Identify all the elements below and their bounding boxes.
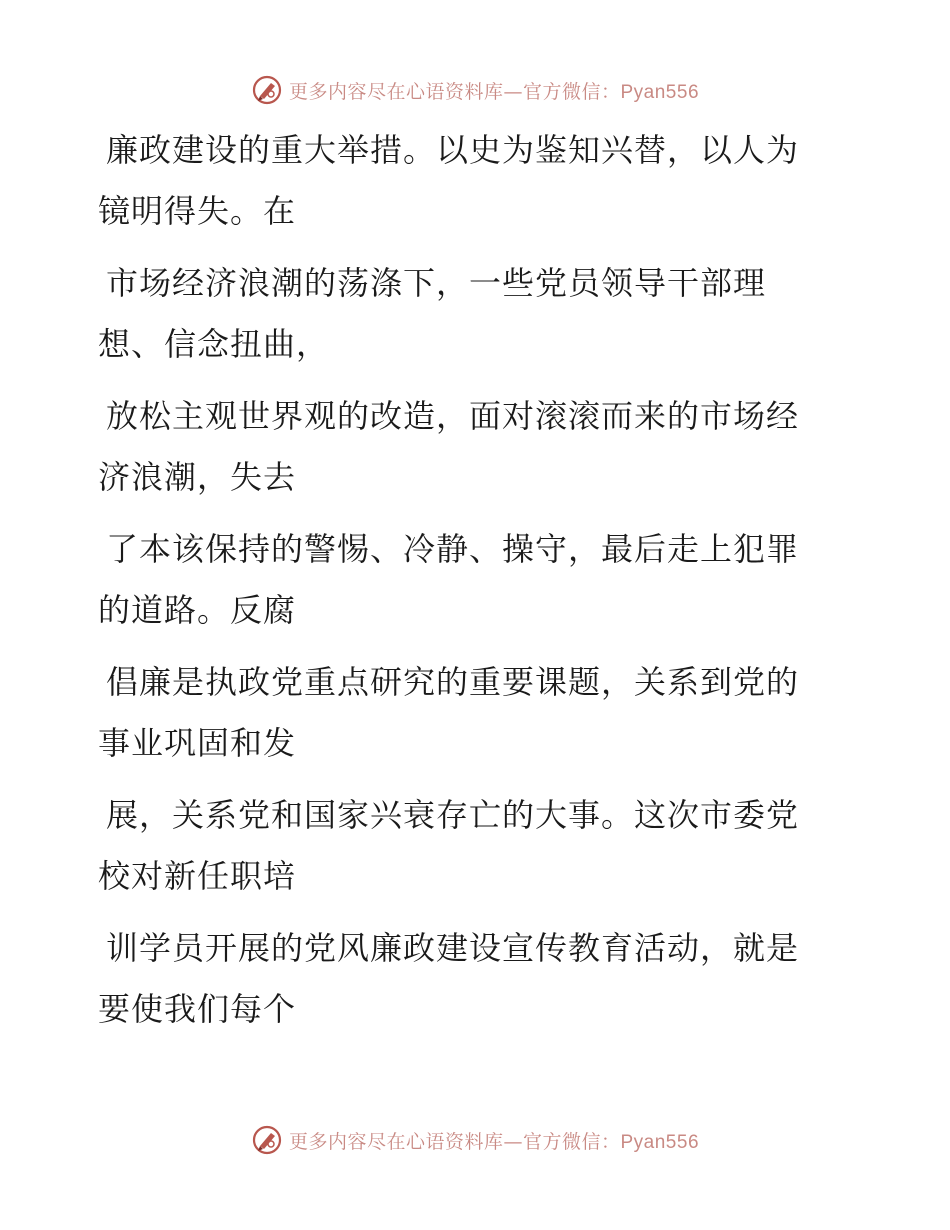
paragraph [98, 519, 838, 641]
paragraph [98, 652, 838, 774]
paragraph-line: 市场经济浪潮的荡涤下，一些党员领导干部理 [106, 264, 767, 302]
paragraph [98, 120, 838, 242]
paragraph-line: 校对新任职培 [98, 857, 297, 895]
paragraph [98, 386, 838, 508]
paragraph [98, 918, 838, 1040]
paragraph-line: 要使我们每个 [98, 990, 297, 1028]
paragraph-line: 了本该保持的警惕、冷静、操守，最后走上犯罪 [106, 530, 800, 568]
pen-nib-logo-icon [251, 74, 283, 106]
pen-nib-logo-icon [251, 1124, 283, 1156]
paragraph-line: 放松主观世界观的改造，面对滚滚而来的市场经 [106, 397, 800, 435]
paragraph-line: 训学员开展的党风廉政建设宣传教育活动，就是 [106, 929, 800, 967]
footer-watermark [0, 1122, 950, 1158]
paragraph-line: 济浪潮，失去 [98, 458, 297, 496]
paragraph-line: 镜明得失。在 [98, 192, 297, 230]
paragraph-line: 想、信念扭曲， [98, 325, 330, 363]
paragraph [98, 785, 838, 907]
paragraph-line: 展，关系党和国家兴衰存亡的大事。这次市委党 [106, 796, 800, 834]
watermark-id: Pyan556 [620, 1131, 700, 1153]
paragraph-line: 的道路。反腐 [98, 591, 297, 629]
watermark-label [289, 77, 699, 104]
watermark-text: 更多内容尽在心语资料库—官方微信： [288, 1130, 621, 1153]
header-watermark [0, 72, 950, 108]
paragraph [98, 253, 838, 375]
paragraph-line: 廉政建设的重大举措。以史为鉴知兴替，以人为 [106, 131, 800, 169]
document-body [98, 120, 838, 1051]
watermark-label [289, 1127, 699, 1154]
watermark-id: Pyan556 [620, 81, 700, 103]
paragraph-line: 倡廉是执政党重点研究的重要课题，关系到党的 [106, 663, 800, 701]
paragraph-line: 事业巩固和发 [98, 724, 297, 762]
watermark-text: 更多内容尽在心语资料库—官方微信： [288, 80, 621, 103]
